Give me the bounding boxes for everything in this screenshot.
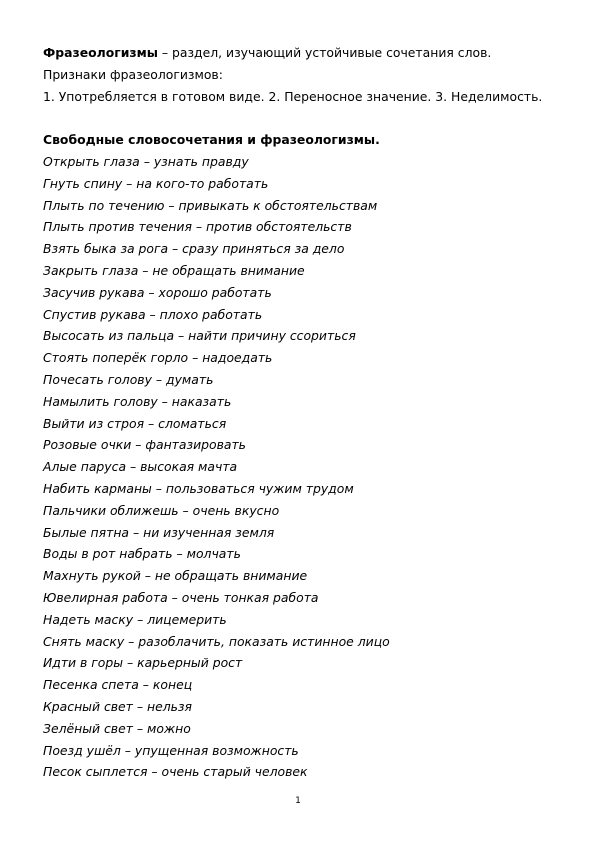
phrase-item: Песенка спета – конец (43, 677, 193, 693)
phrase-item: Закрыть глаза – не обращать внимание (43, 262, 305, 278)
phrase-item: Надеть маску – лицемерить (43, 611, 227, 627)
phrase-item: Почесать голову – думать (43, 371, 214, 387)
term-definition: – раздел, изучающий устойчивые сочетания слов. (157, 45, 492, 60)
phrase-item: Махнуть рукой – не обращать внимание (43, 568, 308, 584)
phrase-item: Гнуть спину – на кого-то работать (43, 175, 269, 191)
page-number: 1 (295, 796, 301, 806)
phrase-item: Былые пятна – ни изученная земля (43, 524, 275, 540)
phrase-item: Песок сыплется – очень старый человек (43, 764, 308, 780)
phrase-item: Выйти из строя – сломаться (43, 415, 227, 431)
phrase-item: Высосать из пальца – найти причину ссориться (43, 328, 356, 344)
phrase-item: Воды в рот набрать – молчать (43, 546, 241, 562)
phrase-item: Зелёный свет – можно (43, 720, 191, 736)
phrase-item: Красный свет – нельзя (43, 698, 192, 714)
phrase-item: Алые паруса – высокая мачта (43, 459, 238, 475)
phraseology-list (43, 151, 563, 783)
term-bold: Фразеологизмы (43, 45, 158, 60)
phrase-item: Намылить голову – наказать (43, 393, 232, 409)
phrase-item: Спустив рукава – плохо работать (43, 306, 263, 322)
phrase-item: Пальчики оближешь – очень вкусно (43, 502, 280, 518)
phrase-item: Плыть по течению – привыкать к обстоятельствам (43, 197, 378, 213)
phrase-item: Стоять поперёк горло – надоедать (43, 350, 273, 366)
phrase-item: Снять маску – разоблачить, показать истинное лицо (43, 633, 390, 649)
phrase-item: Идти в горы – карьерный рост (43, 655, 243, 671)
phrase-item: Взять быка за рога – сразу приняться за дело (43, 241, 345, 257)
phrase-item: Набить карманы – пользоваться чужим трудом (43, 480, 354, 496)
signs-list: 1. Употребляется в готовом виде. 2. Переносное значение. 3. Неделимость. (43, 88, 543, 104)
phrase-item: Плыть против течения – против обстоятельств (43, 219, 352, 235)
definition-line (43, 42, 563, 64)
section-heading: Свободные словосочетания и фразеологизмы. (43, 132, 380, 148)
signs-heading: Признаки фразеологизмов: (43, 66, 223, 82)
phrase-item: Засучив рукава – хорошо работать (43, 284, 272, 300)
phrase-item: Поезд ушёл – упущенная возможность (43, 742, 299, 758)
phrase-item: Розовые очки – фантазировать (43, 437, 246, 453)
paragraph-spacer (43, 107, 563, 129)
phrase-item: Ювелирная работа – очень тонкая работа (43, 589, 319, 605)
document-page (43, 42, 563, 783)
phrase-item: Открыть глаза – узнать правду (43, 153, 249, 169)
